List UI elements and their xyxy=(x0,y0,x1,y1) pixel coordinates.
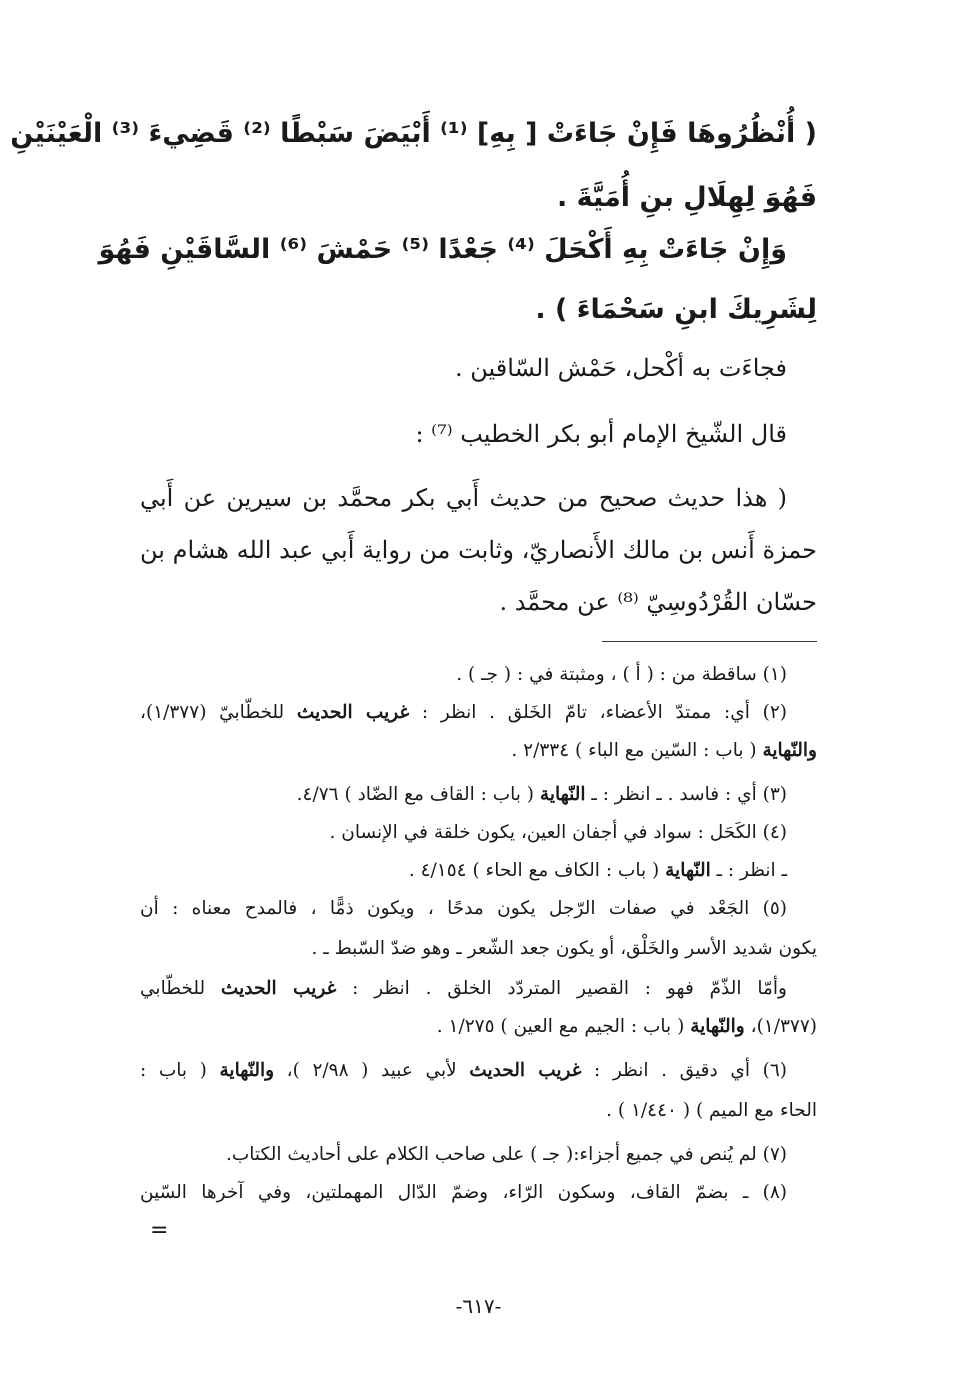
footnote-4-line-1: (٤) الكَحَل : سواد في أجفان العين، يكون خلقة في الإنسان . xyxy=(329,822,787,843)
footnote-5-ref-title: غريب الحديث xyxy=(220,978,337,999)
body-line-5: حسّان القُرْدُوسِيّ ⁽⁸⁾ عن محمَّد . xyxy=(499,588,817,616)
book-page xyxy=(10,0,817,1392)
footnote-5-line-3: وأمّا الذّمّ فهو : القصير المتردّد الخلق . انظر : غريب الحديث للخطّابي xyxy=(140,978,787,999)
footnote-3-ref-title: النّهاية xyxy=(539,784,586,805)
body-line-3: ( هذا حديث صحيح من حديث أَبي بكر محمَّد بن سيرين عن أَبي xyxy=(140,484,787,512)
footnote-7: (٧) لم يُنص في جميع أجزاء:( جـ ) على صاحب الكلام على أحاديث الكتاب. xyxy=(225,1144,787,1165)
continuation-mark: = xyxy=(150,1218,169,1243)
body-line-4: حمزة أَنس بن مالك الأَنصاريّ، وثابت من رواية أَبي عبد الله هشام بن xyxy=(140,536,817,564)
hadith-line-3: وَإِنْ جَاءَتْ بِهِ أَكْحَلَ ⁽⁴⁾ جَعْدًا ⁽⁵⁾ حَمْشَ ⁽⁶⁾ السَّاقَيْنِ فَهُوَ xyxy=(98,234,787,265)
body-line-2: قال الشّيخ الإمام أبو بكر الخطيب ⁽⁷⁾ : xyxy=(415,420,787,448)
footnote-6-line-1: (٦) أي دقيق . انظر : غريب الحديث لأبي عبيد ( ٢/٩٨ )، والنّهاية ( باب : xyxy=(140,1060,788,1081)
footnote-separator xyxy=(602,641,817,642)
hadith-line-2: فَهُوَ لِهِلَالِ بنِ أُمَيَّةَ . xyxy=(557,182,817,213)
footnote-5-line-1: (٥) الجَعْد في صفات الرّجل يكون مدحًا ، ويكون ذمًّا ، فالمدح معناه : أن xyxy=(140,898,787,919)
footnote-5-line-4: (١/٣٧٧)، والنّهاية ( باب : الجيم مع العين ) ١/٢٧٥ . xyxy=(436,1016,817,1037)
body-line-1: فجاءَت به أكْحل، حَمْش السّاقين . xyxy=(455,354,787,382)
footnote-6-ref-title: غريب الحديث xyxy=(469,1060,582,1081)
footnote-5-line-2: يكون شديد الأسر والخَلْق، أو يكون جعد الشّعر ـ وهو ضدّ السّبط ـ . xyxy=(311,938,817,959)
footnote-6-line-2: الحاء مع الميم ) ( ١/٤٤٠ ) . xyxy=(606,1100,817,1121)
footnote-5-ref-title-2: والنّهاية xyxy=(690,1016,745,1037)
footnote-6-ref-title-2: والنّهاية xyxy=(219,1060,275,1081)
footnote-2-ref-title-2: والنّهاية xyxy=(762,740,817,761)
footnote-8: (٨) ـ بضمّ القاف، وسكون الرّاء، وضمّ الدّال المهملتين، وفي آخرها السّين xyxy=(140,1182,787,1203)
footnote-1: (١) ساقطة من : ( أ ) ، ومثبتة في : ( جـ ) . xyxy=(456,664,787,685)
footnote-4-ref-title: النّهاية xyxy=(665,860,711,881)
footnote-2-ref-title: غريب الحديث xyxy=(296,702,410,723)
hadith-line-1: ( أُنْظُرُوهَا فَإِنْ جَاءَتْ [ بِهِ] ⁽¹⁾ أَبْيَضَ سَبْطًا ⁽²⁾ قَضِيءَ ⁽³⁾ الْعَيْنَيْنِ xyxy=(10,118,817,149)
footnote-3: (٣) أي : فاسد . ـ انظر : ـ النّهاية ( باب : القاف مع الضّاد ) ٤/٧٦. xyxy=(296,784,787,805)
footnote-2-line-2: والنّهاية ( باب : السّين مع الباء ) ٢/٣٣٤ . xyxy=(511,740,817,761)
footnote-2-line-1: (٢) أي: ممتدّ الأعضاء، تامّ الخَلق . انظر : غريب الحديث للخطّابيّ (١/٣٧٧)، xyxy=(140,702,787,723)
page-number: -٦١٧- xyxy=(455,1294,502,1318)
footnote-4-line-2: ـ انظر : ـ النّهاية ( باب : الكاف مع الحاء ) ٤/١٥٤ . xyxy=(408,860,787,881)
hadith-line-4: لِشَرِيكَ ابنِ سَحْمَاءَ ) . xyxy=(535,294,817,325)
